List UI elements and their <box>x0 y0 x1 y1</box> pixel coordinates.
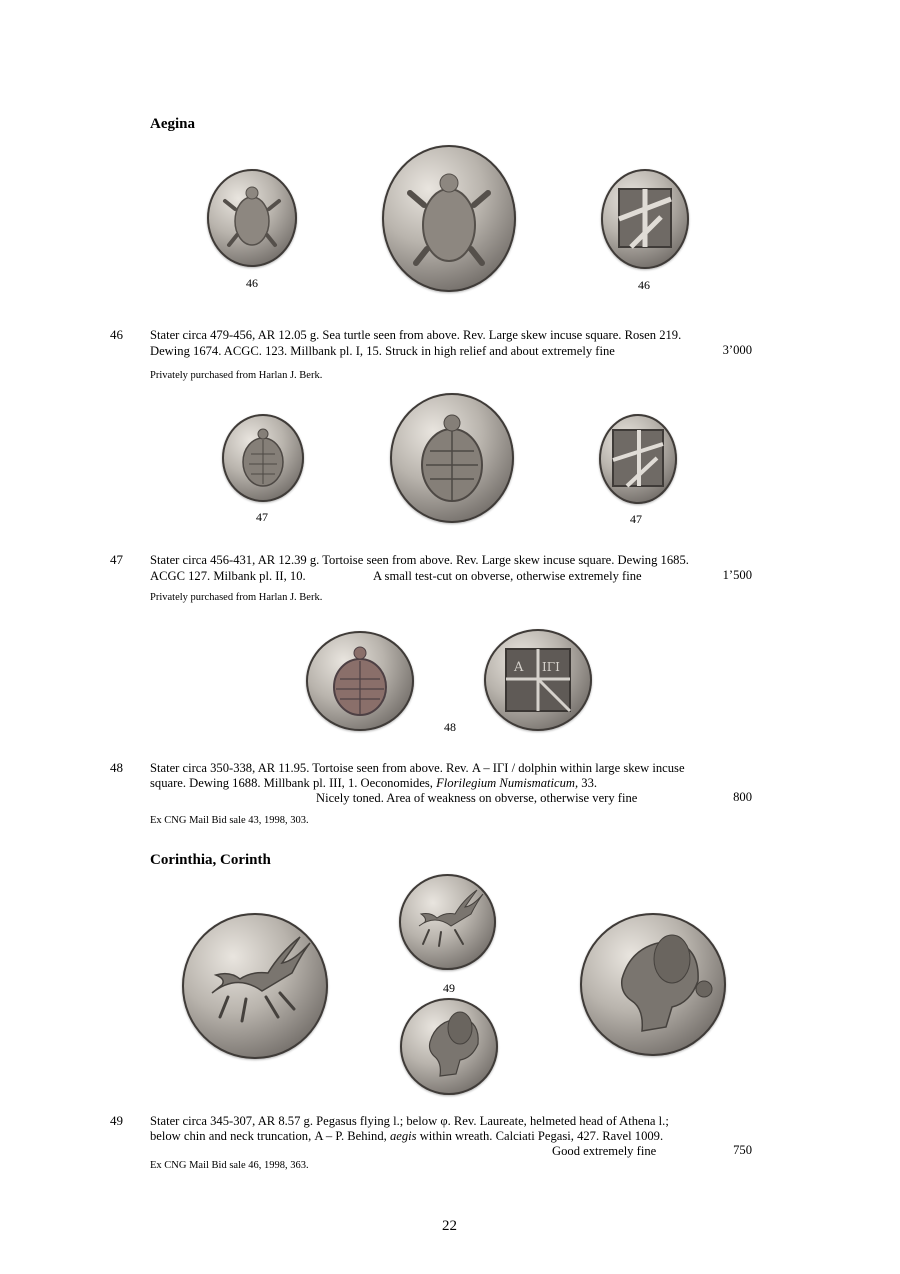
lot-description-line: Stater circa 350-338, AR 11.95. Tortoise seen from above. Rev. Α – ΙΓΙ / dolphin within large skew incuse <box>150 761 685 775</box>
tortoise-icon <box>222 414 304 502</box>
desc-text: 33. <box>578 776 598 790</box>
tortoise-icon <box>390 393 514 523</box>
lot-provenance: Ex CNG Mail Bid sale 46, 1998, 363. <box>150 1160 309 1171</box>
coin-46-obverse-large <box>382 145 516 292</box>
coin-caption: 46 <box>246 276 258 290</box>
lot-grade: A small test-cut on obverse, otherwise extremely fine <box>373 569 642 583</box>
reverse-letter: ΙΓΙ <box>542 660 560 674</box>
pegasus-icon <box>399 874 496 970</box>
coin-47-obverse-small <box>222 414 304 502</box>
desc-text: square. Dewing 1688. Millbank pl. III, 1. Oeconomides, <box>150 776 437 790</box>
lot-number: 46 <box>110 327 123 342</box>
coin-49-obverse-large <box>182 913 328 1059</box>
coin-47-reverse <box>599 414 677 504</box>
athena-head-icon <box>400 998 498 1095</box>
section-heading-corinth: Corinthia, Corinth <box>150 852 271 868</box>
coin-49-reverse-large <box>580 913 726 1056</box>
lot-grade: Nicely toned. Area of weakness on obverse, otherwise very fine <box>316 791 638 805</box>
lot-description-line: Stater circa 456-431, AR 12.39 g. Tortoise seen from above. Rev. Large skew incuse square. Dewing 1685. <box>150 553 689 567</box>
lot-description-line: Stater circa 345-307, AR 8.57 g. Pegasus flying l.; below φ. Rev. Laureate, helmeted head of Athena l.; <box>150 1114 669 1128</box>
coin-caption: 48 <box>444 720 456 734</box>
pegasus-icon <box>182 913 328 1059</box>
desc-text: below chin and neck truncation, Α – Ρ. Behind, <box>150 1129 390 1143</box>
lot-provenance: Privately purchased from Harlan J. Berk. <box>150 370 323 381</box>
book-title: Florilegium Numismaticum, <box>436 776 579 790</box>
lot-description-line <box>150 775 597 791</box>
coin-caption: 46 <box>638 278 650 292</box>
coin-46-reverse <box>601 169 689 269</box>
lot-provenance: Privately purchased from Harlan J. Berk. <box>150 592 323 603</box>
incuse-square-icon <box>484 629 592 731</box>
lot-number: 47 <box>110 552 123 567</box>
tortoise-icon <box>306 631 414 731</box>
section-heading-aegina: Aegina <box>150 116 195 132</box>
incuse-square-icon <box>601 169 689 269</box>
lot-description-line <box>150 1128 663 1144</box>
athena-head-icon <box>580 913 726 1056</box>
coin-49-reverse-small <box>400 998 498 1095</box>
lot-price: 1’500 <box>722 568 752 582</box>
aegis-word: aegis <box>389 1129 417 1143</box>
lot-description-line: Stater circa 479-456, AR 12.05 g. Sea turtle seen from above. Rev. Large skew incuse square. Rosen 219. <box>150 328 682 342</box>
coin-caption: 49 <box>443 981 455 995</box>
coin-caption: 47 <box>256 510 268 524</box>
coin-caption: 47 <box>630 512 642 526</box>
lot-price: 750 <box>733 1143 752 1157</box>
reverse-letter: Α <box>514 660 524 675</box>
turtle-icon <box>207 169 297 267</box>
incuse-square-icon <box>599 414 677 504</box>
desc-text: within wreath. Calciati Pegasi, 427. Ravel 1009. <box>416 1129 664 1143</box>
coin-47-obverse-large <box>390 393 514 523</box>
turtle-icon <box>382 145 516 292</box>
lot-provenance: Ex CNG Mail Bid sale 43, 1998, 303. <box>150 815 309 826</box>
lot-description-line: ACGC 127. Milbank pl. II, 10. <box>150 569 306 583</box>
lot-number: 48 <box>110 760 123 775</box>
lot-number: 49 <box>110 1113 123 1128</box>
coin-46-obverse-small <box>207 169 297 267</box>
page-number: 22 <box>442 1218 457 1234</box>
coin-48-obverse <box>306 631 414 731</box>
lot-price: 800 <box>733 790 752 804</box>
coin-49-obverse-small <box>399 874 496 970</box>
lot-price: 3’000 <box>722 343 752 357</box>
lot-grade: Good extremely fine <box>552 1144 657 1158</box>
coin-48-reverse <box>484 629 592 731</box>
lot-description-line: Dewing 1674. ACGC. 123. Millbank pl. I, 15. Struck in high relief and about extremely fine <box>150 344 615 358</box>
